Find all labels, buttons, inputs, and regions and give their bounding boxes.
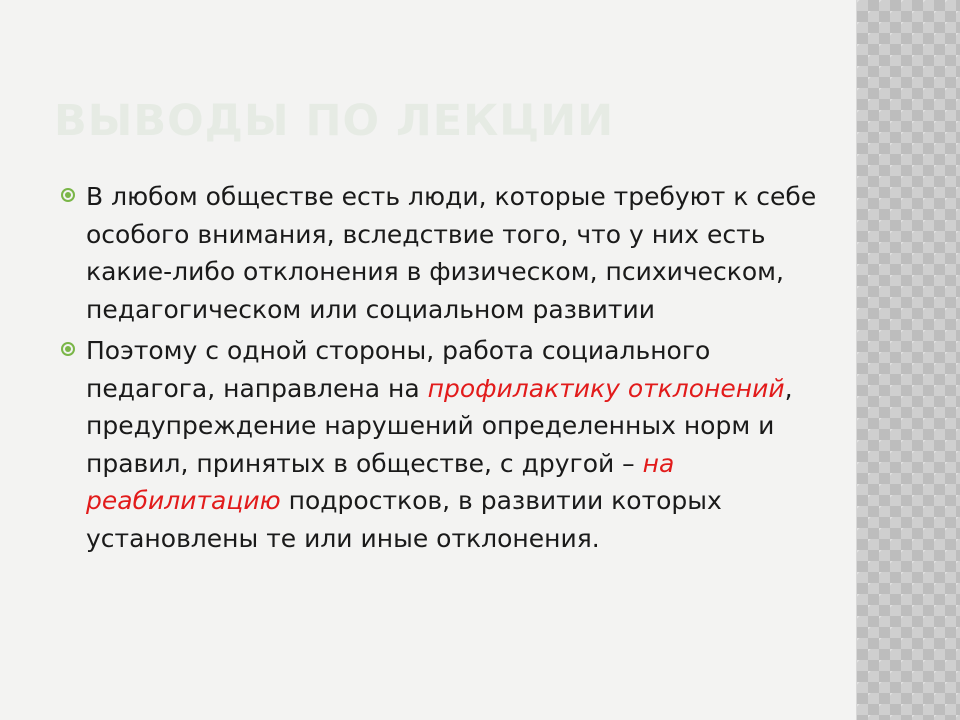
bullet-2-accent-rehabilitation: на реабилитацию xyxy=(86,448,683,515)
bullet-2-accent-prophylaxis: профилактику отклонений xyxy=(427,373,785,403)
slide-title: ВЫВОДЫ ПО ЛЕКЦИИ xyxy=(54,96,615,146)
bullet-list xyxy=(60,178,825,561)
green-ring-bullet-icon xyxy=(60,341,76,357)
bullet-text-1: В любом обществе есть люди, которые требуют к себе особого внимания, вследствие того, что у них есть какие-либо отклонения в физическом, психическом, педагогическом или социальном развитии xyxy=(86,182,825,324)
bullet-2-part-1: Поэтому с одной стороны, работа социального педагога, направлена на xyxy=(86,336,719,403)
bullet-item-2 xyxy=(60,332,820,557)
bullet-2-part-2: , предупреждение нарушений определенных норм и правил, принятых в обществе, с другой – xyxy=(86,373,801,478)
bullet-item-1 xyxy=(60,178,825,328)
bullet-2-part-3: подростков, в развитии которых установлены те или иные отклонения. xyxy=(86,486,730,553)
decorative-pattern-strip xyxy=(856,0,960,720)
green-ring-bullet-icon xyxy=(60,187,76,203)
bullet-text-2 xyxy=(86,336,801,553)
